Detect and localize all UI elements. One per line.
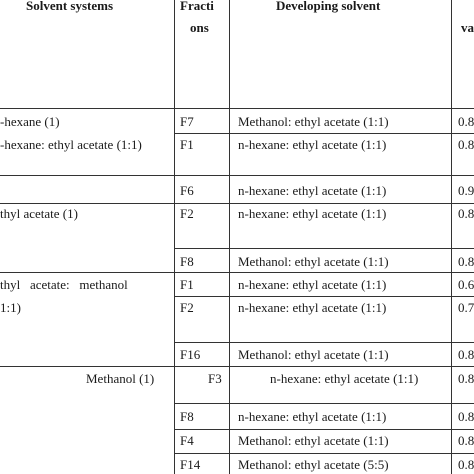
row-divider bbox=[174, 248, 474, 249]
group-divider bbox=[0, 175, 174, 176]
value-cell: 0.6 bbox=[458, 277, 474, 292]
solvent-system-cell: thyl acetate (1) bbox=[0, 206, 78, 221]
header-fractions-cont: ons bbox=[190, 20, 209, 35]
fraction-cell: F1 bbox=[180, 137, 194, 152]
solvent-system-cell: thyl acetate: methanol bbox=[0, 277, 128, 292]
header-developing-solvent: Developing solvent bbox=[276, 0, 381, 13]
solvent-system-cell: 1:1) bbox=[0, 300, 21, 315]
header-rf-value: va bbox=[461, 20, 474, 35]
value-cell: 0.8 bbox=[458, 347, 474, 362]
header-solvent-systems: Solvent systems bbox=[26, 0, 114, 13]
group-divider bbox=[0, 203, 474, 204]
group-divider bbox=[0, 366, 474, 367]
value-cell: 0.8 bbox=[458, 206, 474, 221]
row-divider bbox=[174, 342, 474, 343]
value-cell: 0.8 bbox=[458, 457, 474, 472]
fraction-cell: F3 bbox=[208, 371, 222, 386]
developing-solvent-cell: Methanol: ethyl acetate (1:1) bbox=[238, 433, 389, 448]
fraction-cell: F7 bbox=[180, 114, 194, 129]
row-divider bbox=[174, 429, 474, 430]
value-cell: 0.8 bbox=[458, 371, 474, 386]
fraction-cell: F2 bbox=[180, 300, 194, 315]
fraction-cell: F6 bbox=[180, 183, 194, 198]
value-cell: 0.8 bbox=[458, 254, 474, 269]
value-cell: 0.9 bbox=[458, 183, 474, 198]
solvent-system-cell: Methanol (1) bbox=[86, 371, 155, 386]
header-fractions: Fracti bbox=[180, 0, 214, 13]
solvent-system-cell: -hexane (1) bbox=[0, 114, 60, 129]
developing-solvent-cell: Methanol: ethyl acetate (5:5) bbox=[238, 457, 389, 472]
row-divider bbox=[174, 403, 474, 404]
developing-solvent-cell: n-hexane: ethyl acetate (1:1) bbox=[238, 137, 387, 152]
developing-solvent-cell: n-hexane: ethyl acetate (1:1) bbox=[238, 183, 387, 198]
fraction-cell: F8 bbox=[180, 254, 194, 269]
row-divider bbox=[174, 175, 474, 176]
developing-solvent-cell: Methanol: ethyl acetate (1:1) bbox=[238, 114, 389, 129]
value-cell: 0.8 bbox=[458, 137, 474, 152]
row-divider bbox=[174, 296, 474, 297]
header-bottom-rule bbox=[0, 108, 474, 109]
value-cell: 0.8 bbox=[458, 409, 474, 424]
fraction-cell: F16 bbox=[180, 347, 201, 362]
fraction-cell: F2 bbox=[180, 206, 194, 221]
fraction-cell: F1 bbox=[180, 277, 194, 292]
value-cell: 0.8 bbox=[458, 433, 474, 448]
fraction-cell: F14 bbox=[180, 457, 201, 472]
fraction-cell: F8 bbox=[180, 409, 194, 424]
fraction-cell: F4 bbox=[180, 433, 194, 448]
row-divider bbox=[174, 133, 474, 134]
group-divider bbox=[0, 272, 474, 273]
solvent-system-cell: -hexane: ethyl acetate (1:1) bbox=[0, 137, 142, 152]
developing-solvent-cell: Methanol: ethyl acetate (1:1) bbox=[238, 347, 389, 362]
developing-solvent-cell: Methanol: ethyl acetate (1:1) bbox=[238, 254, 389, 269]
value-cell: 0.7 bbox=[458, 300, 474, 315]
developing-solvent-cell: n-hexane: ethyl acetate (1:1) bbox=[238, 409, 387, 424]
value-cell: 0.8 bbox=[458, 114, 474, 129]
developing-solvent-cell: n-hexane: ethyl acetate (1:1) bbox=[238, 206, 387, 221]
developing-solvent-cell: n-hexane: ethyl acetate (1:1) bbox=[270, 371, 419, 386]
developing-solvent-cell: n-hexane: ethyl acetate (1:1) bbox=[238, 277, 387, 292]
row-divider bbox=[174, 453, 474, 454]
developing-solvent-cell: n-hexane: ethyl acetate (1:1) bbox=[238, 300, 387, 315]
